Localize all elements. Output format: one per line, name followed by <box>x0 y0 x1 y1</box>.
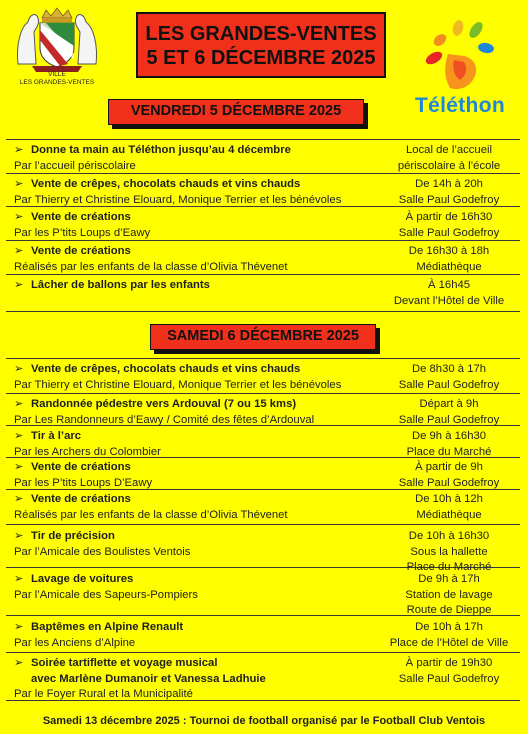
event-organizer: Par les Archers du Colombier <box>14 445 161 458</box>
event-organizer: Par les P’tits Loups d’Eawy <box>14 226 151 239</box>
arrow-bullet-icon: ➢ <box>14 493 24 505</box>
separator-line <box>6 311 520 312</box>
separator-line <box>6 139 520 140</box>
event-title: Baptêmes en Alpine Renault <box>31 621 184 633</box>
event-time-place-line: Médiathèque <box>416 508 482 521</box>
event-details <box>14 492 384 523</box>
event-organizer: Par l’accueil périscolaire <box>14 159 136 172</box>
event-details <box>14 572 384 603</box>
event-title: Vente de créations <box>31 461 131 473</box>
town-crest <box>10 6 104 92</box>
event-time-place <box>384 620 514 651</box>
event-details <box>14 656 384 703</box>
event-time-place-line: périscolaire à l’école <box>397 159 501 172</box>
event-time-place-line: Salle Paul Godefroy <box>398 672 500 685</box>
event-time-place-line: Place du Marché <box>406 445 492 458</box>
town-crest-icon <box>10 6 104 72</box>
event-time-place-line: À partir de 9h <box>415 461 483 473</box>
event-title: Vente de crêpes, chocolats chauds et vins chauds <box>31 363 301 375</box>
arrow-bullet-icon: ➢ <box>14 657 24 669</box>
event-time-place-line: De 10h à 17h <box>415 621 483 633</box>
separator-line <box>6 524 520 525</box>
telethon-logo-icon <box>404 14 516 96</box>
event-title: Tir de précision <box>31 530 115 542</box>
event-details <box>14 429 384 460</box>
event-organizer: Par Thierry et Christine Elouard, Monique Terrier et les bénévoles <box>14 193 342 206</box>
arrow-bullet-icon: ➢ <box>14 363 24 375</box>
event-time-place-line: Départ à 9h <box>419 398 479 410</box>
separator-line <box>6 393 520 394</box>
saturday-banner <box>150 324 376 350</box>
event-title: Donne ta main au Téléthon jusqu’au 4 décembre <box>31 144 291 156</box>
event-details <box>14 460 384 491</box>
event-time-place-line: De 16h30 à 18h <box>408 245 490 257</box>
event-organizer: Par Les Randonneurs d’Eawy / Comité des fêtes d’Ardouval <box>14 413 315 426</box>
event-time-place-line: Salle Paul Godefroy <box>398 226 500 239</box>
arrow-bullet-icon: ➢ <box>14 279 24 291</box>
event-time-place-line: Local de l’accueil <box>405 144 493 156</box>
arrow-bullet-icon: ➢ <box>14 461 24 473</box>
event-title: Lavage de voitures <box>31 573 134 585</box>
event-title: avec Marlène Dumanoir et Vanessa Ladhuie <box>31 672 266 685</box>
event-details <box>14 278 384 294</box>
arrow-bullet-icon: ➢ <box>14 621 24 633</box>
telethon-logo <box>404 14 516 124</box>
event-time-place <box>384 397 514 428</box>
event-time-place-line: Station de lavage <box>405 588 493 601</box>
event-time-place-line: Place du Marché <box>406 561 492 573</box>
event-organizer: Réalisés par les enfants de la classe d’Olivia Thévenet <box>14 508 288 521</box>
event-time-place-line: Salle Paul Godefroy <box>398 193 500 206</box>
event-time-place-line: De 8h30 à 17h <box>411 363 487 375</box>
friday-banner <box>108 99 364 125</box>
event-time-place-line: À 16h45 <box>427 279 471 291</box>
event-details <box>14 143 384 174</box>
event-title: Vente de créations <box>31 493 131 505</box>
event-organizer: Réalisés par les enfants de la classe d’Olivia Thévenet <box>14 260 288 273</box>
event-time-place <box>384 143 514 174</box>
event-title: Vente de créations <box>31 211 131 223</box>
event-title: Tir à l’arc <box>31 430 82 442</box>
event-time-place <box>384 656 514 687</box>
event-time-place-line: De 9h à 16h30 <box>411 430 487 442</box>
event-time-place-line: Place de l’Hôtel de Ville <box>389 636 509 649</box>
event-organizer: Par l’Amicale des Sapeurs-Pompiers <box>14 588 198 601</box>
arrow-bullet-icon: ➢ <box>14 573 24 585</box>
event-time-place <box>384 460 514 491</box>
event-time-place <box>384 177 514 208</box>
page-title <box>136 12 386 78</box>
event-time-place-line: Salle Paul Godefroy <box>398 378 500 391</box>
event-time-place <box>384 572 514 619</box>
event-time-place <box>384 429 514 460</box>
telethon-brand-text: Téléthon <box>415 94 505 117</box>
event-time-place-line: De 10h à 16h30 <box>408 530 490 542</box>
arrow-bullet-icon: ➢ <box>14 398 24 410</box>
crest-ville-label: VILLE <box>48 71 66 78</box>
event-organizer: Par Thierry et Christine Elouard, Monique Terrier et les bénévoles <box>14 378 342 391</box>
event-details <box>14 244 384 275</box>
crest-town-label: LES GRANDES-VENTES <box>19 79 95 86</box>
arrow-bullet-icon: ➢ <box>14 178 24 190</box>
event-time-place-line: Route de Dieppe <box>406 604 492 616</box>
event-title: Vente de crêpes, chocolats chauds et vins chauds <box>31 178 301 190</box>
arrow-bullet-icon: ➢ <box>14 245 24 257</box>
arrow-bullet-icon: ➢ <box>14 144 24 156</box>
event-details <box>14 210 384 241</box>
event-organizer: Par l’Amicale des Boulistes Ventois <box>14 545 191 558</box>
arrow-bullet-icon: ➢ <box>14 430 24 442</box>
title-line-1: LES GRANDES-VENTES <box>145 23 377 45</box>
separator-line <box>6 652 520 653</box>
event-time-place-line: Médiathèque <box>416 260 482 273</box>
footer-note: Samedi 13 décembre 2025 : Tournoi de football organisé par le Football Club Ventois <box>42 715 486 727</box>
event-organizer: Par les P’tits Loups D’Eawy <box>14 476 153 489</box>
separator-line <box>6 358 520 359</box>
title-line-2: 5 ET 6 DÉCEMBRE 2025 <box>146 47 376 69</box>
friday-heading: VENDREDI 5 DÉCEMBRE 2025 <box>108 99 364 125</box>
event-details <box>14 177 384 208</box>
event-details <box>14 620 384 651</box>
event-time-place <box>384 278 514 309</box>
event-time-place-line: De 10h à 12h <box>415 493 483 505</box>
event-title: Randonnée pédestre vers Ardouval (7 ou 15 kms) <box>31 398 297 410</box>
event-title: Soirée tartiflette et voyage musical <box>31 657 218 669</box>
event-time-place-line: De 14h à 20h <box>415 178 483 190</box>
event-time-place <box>384 210 514 241</box>
event-details <box>14 362 384 393</box>
arrow-bullet-icon: ➢ <box>14 211 24 223</box>
event-time-place-line: À partir de 19h30 <box>405 657 493 669</box>
event-time-place-line: Salle Paul Godefroy <box>398 476 500 489</box>
event-title: Vente de créations <box>31 245 131 257</box>
event-time-place <box>384 529 514 576</box>
event-time-place <box>384 244 514 275</box>
event-time-place <box>384 492 514 523</box>
arrow-bullet-icon: ➢ <box>14 530 24 542</box>
saturday-heading: SAMEDI 6 DÉCEMBRE 2025 <box>150 324 376 350</box>
event-time-place <box>384 362 514 393</box>
event-time-place-line: De 9h à 17h <box>418 573 480 585</box>
event-time-place-line: Sous la hallette <box>410 545 488 558</box>
event-time-place-line: À partir de 16h30 <box>405 211 493 223</box>
event-time-place-line: Devant l’Hôtel de Ville <box>393 294 505 307</box>
event-organizer: Par le Foyer Rural et la Municipalité <box>14 688 193 700</box>
event-time-place-line: Salle Paul Godefroy <box>398 413 500 426</box>
event-details <box>14 529 384 560</box>
event-organizer: Par les Anciens d’Alpine <box>14 636 136 649</box>
event-title: Lâcher de ballons par les enfants <box>31 279 210 291</box>
event-details <box>14 397 384 428</box>
